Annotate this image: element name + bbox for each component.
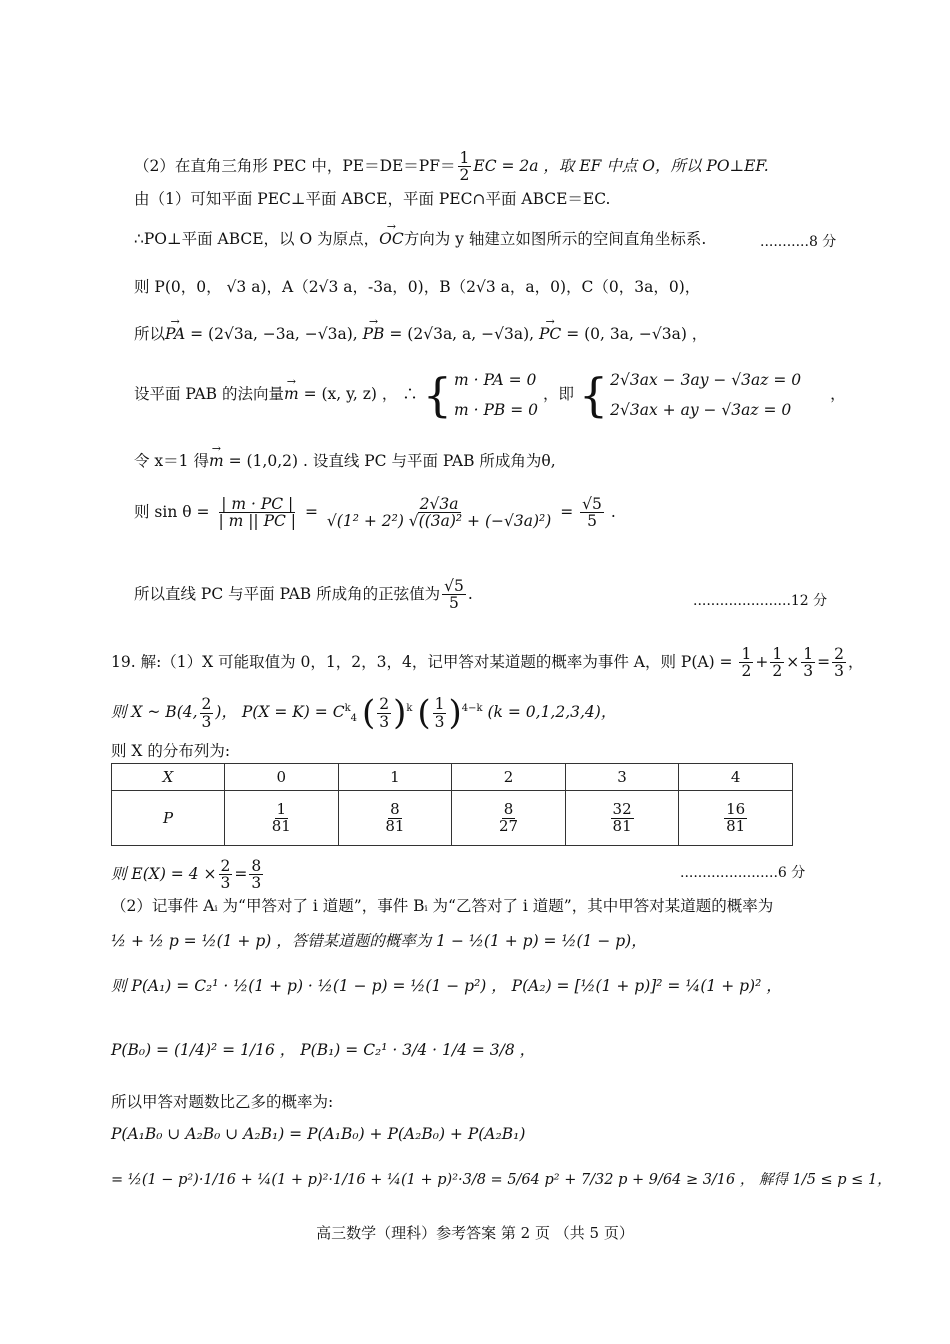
- distribution-table: [111, 763, 793, 846]
- fraction: $\frac{1}{2}$: [459, 149, 470, 185]
- q19-line1: 19. 解:（1）X 可能取值为 0，1，2，3，4，记甲答对某道题的概率为事件 A，则 P(A) = $\frac{1}{2}$ + $\frac{1}{2}$ × $\frac{1}{3}$ = $\frac{2}{3}$ ，: [111, 645, 864, 681]
- score-12: ......................12 分: [693, 593, 828, 609]
- q19-part2-line7: = ½(1 − p²)·1/16 + ¼(1 + p)²·1/16 + ¼(1 + p)²·3/8 = 5/64 p² + 7/32 p + 9/64 ≥ 3/16 ， 解得 1/5 ≤ p ≤ 1，: [111, 1172, 892, 1188]
- q19-part2-line3: 则 P(A₁) = C₂¹ · ½(1 + p) · ½(1 − p) = ½(1 − p²) ， P(A₂) = [½(1 + p)]² = ¼(1 + p)² ，: [111, 977, 782, 995]
- fraction: $\frac{2}{3}$: [201, 695, 212, 731]
- part2-conclusion: 所以直线 PC 与平面 PAB 所成角的正弦值为 $\frac{√5}{5}$ .: [134, 577, 473, 613]
- score-6: ......................6 分: [680, 865, 806, 881]
- table-row: P $\frac{1}{81}$ $\frac{8}{81}$ $\frac{8}{27}$ $\frac{32}{81}$ $\frac{16}{81}$: [112, 791, 793, 846]
- part2-line1: （2）在直角三角形 PEC 中，PE＝DE＝PF＝ $\frac{1}{2}$ EC = 2a ，取 EF 中点 O，所以 PO⊥EF.: [134, 149, 769, 185]
- fraction: $\frac{2}{3}$: [834, 645, 844, 681]
- fraction: $\frac{√5}{5}$: [582, 495, 602, 531]
- fraction: $\frac{√5}{5}$: [444, 577, 464, 613]
- fraction: $\frac{2√3a}{\text{√(1² + 2²) √((3a)² + (−√3a)²)}}$: [326, 495, 552, 531]
- fraction: $\frac{| m \cdot PC |}{| m || PC |}$: [218, 495, 297, 531]
- fraction: $\frac{16}{81}$: [726, 799, 746, 835]
- fraction: $\frac{1}{3}$: [434, 695, 445, 731]
- part2-normal: 设平面 PAB 的法向量→ m = (x, y, z) ， ∴ { m · PA = 0 m · PB = 0 ，即 { 2√3ax − 3ay − √3az = 0 2√3ax + ay − √3az = 0 ，: [134, 370, 846, 420]
- equation-system-1: { m · PA = 0 m · PB = 0: [422, 368, 538, 422]
- fraction: $\frac{8}{81}$: [385, 799, 405, 835]
- fraction: $\frac{1}{2}$: [741, 645, 752, 681]
- part2-line2: 由（1）可知平面 PEC⊥平面 ABCE，平面 PEC∩平面 ABCE＝EC.: [134, 190, 611, 208]
- q19-part2-line2: ½ + ½ p = ½(1 + p) ，答错某道题的概率为 1 − ½(1 + p) = ½(1 − p)，: [111, 932, 647, 950]
- part2-coords: 则 P(0，0， √3 a)，A（2√3 a，-3a，0)，B（2√3 a，a，0)，C（0，3a，0)，: [134, 278, 701, 296]
- fraction: $\frac{2}{3}$: [379, 695, 390, 731]
- part2-sin: 则 sin θ = $\frac{| m \cdot PC |}{| m || PC |}$ = $\frac{2√3a}{\text{√(1² + 2²) √((3a)² + (−√3a)²)}}$ = $\frac{√5}{5}$ .: [134, 495, 616, 531]
- table-row: X 0 1 2 3 4: [112, 764, 793, 791]
- fraction: $\frac{1}{2}$: [772, 645, 783, 681]
- fraction: $\frac{1}{3}$: [803, 645, 814, 681]
- q19-line3: 则 X 的分布列为:: [111, 742, 231, 760]
- equation-system-2: { 2√3ax − 3ay − √3az = 0 2√3ax + ay − √3az = 0: [578, 368, 802, 422]
- fraction: $\frac{32}{81}$: [612, 799, 632, 835]
- score-8: ...........8 分: [760, 234, 837, 250]
- fraction: $\frac{2}{3}$: [220, 857, 231, 893]
- q19-part2-line4: P(B₀) = (1/4)² = 1/16 ， P(B₁) = C₂¹ · 3/4 · 1/4 = 3/8 ，: [111, 1041, 536, 1059]
- part2-let: 令 x＝1 得→ m = (1,0,2) . 设直线 PC 与平面 PAB 所成角为θ,: [134, 451, 556, 471]
- page-footer: 高三数学（理科）参考答案 第 2 页 （共 5 页）: [316, 1224, 634, 1242]
- fraction: $\frac{8}{27}$: [498, 799, 519, 835]
- part2-line3: ∴PO⊥平面 ABCE，以 O 为原点，→ OC方向为 y 轴建立如图所示的空间直角坐标系.: [134, 229, 706, 249]
- fraction: $\frac{8}{3}$: [251, 857, 262, 893]
- q19-part2-line6: P(A₁B₀ ∪ A₂B₀ ∪ A₂B₁) = P(A₁B₀) + P(A₂B₀) + P(A₂B₁): [111, 1125, 526, 1143]
- q19-line2: 则 X ~ B(4, $\frac{2}{3}$ )， $P(X = K) = C^k_4$ ( $\frac{2}{3}$ )$^k$ ( $\frac{1}{3}$ )$^{4-k}$ (k = 0,1,2,3,4)，: [111, 693, 617, 733]
- q19-part2-line5: 所以甲答对题数比乙多的概率为:: [111, 1093, 334, 1111]
- fraction: $\frac{1}{81}$: [271, 799, 291, 835]
- q19-expectation: 则 E(X) = 4 × $\frac{2}{3}$ = $\frac{8}{3}$: [111, 857, 262, 893]
- part2-vectors: 所以→ PA = (2√3a, −3a, −√3a), → PB = (2√3a, a, −√3a), → PC = (0, 3a, −√3a) ，: [134, 324, 707, 344]
- q19-part2-line1: （2）记事件 Aᵢ 为“甲答对了 i 道题”，事件 Bᵢ 为“乙答对了 i 道题”，其中甲答对某道题的概率为: [111, 897, 774, 915]
